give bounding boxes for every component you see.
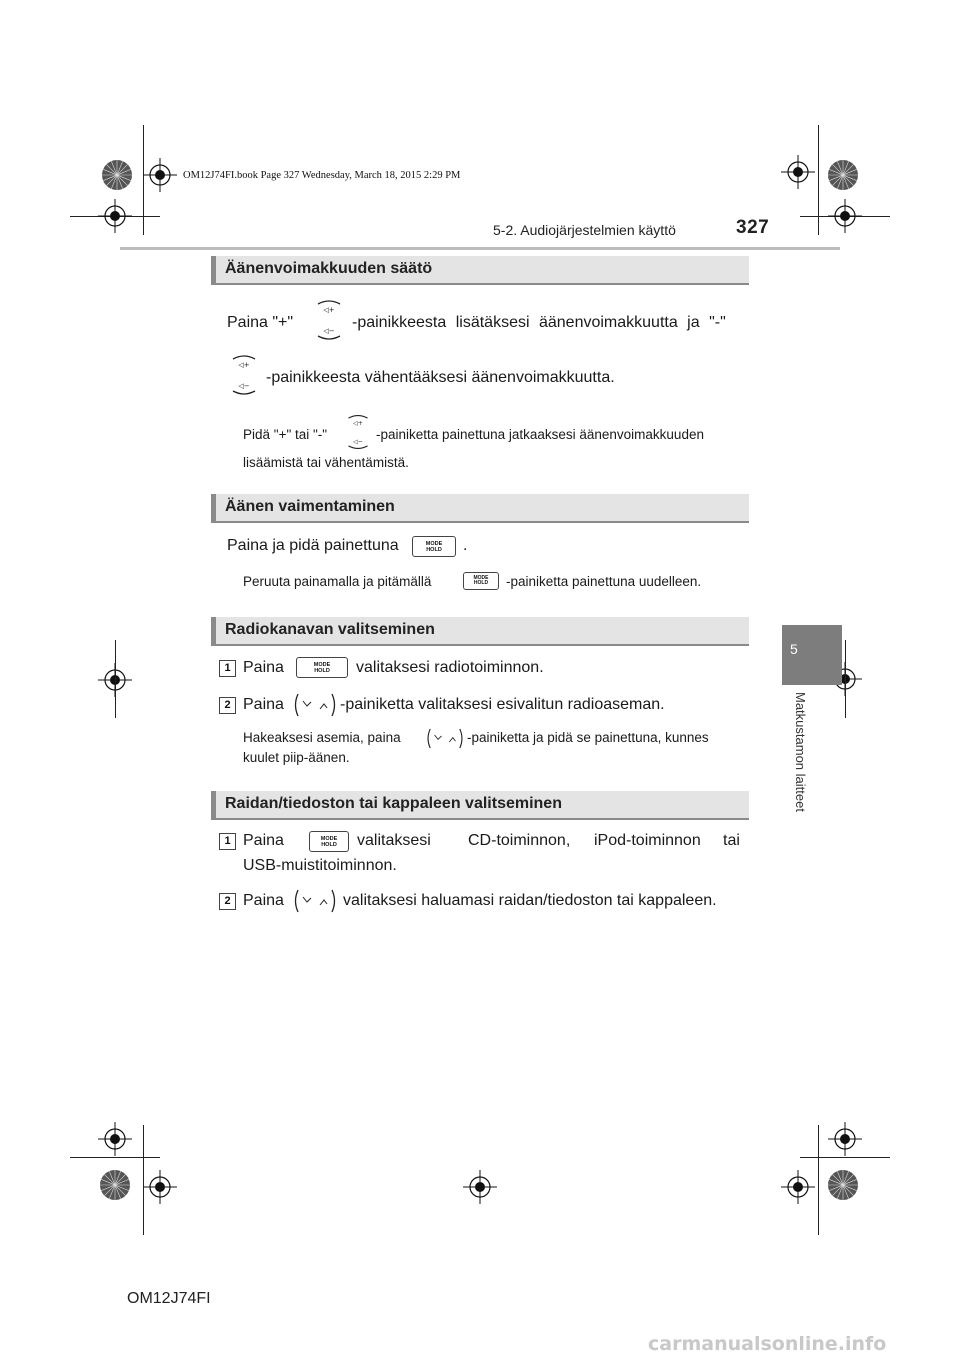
color-wheel-mark xyxy=(826,1168,860,1202)
body-text: Paina xyxy=(243,659,284,676)
body-text: Paina xyxy=(243,832,284,849)
body-text: Paina xyxy=(243,892,284,909)
crop-mark xyxy=(70,1157,160,1158)
registration-mark xyxy=(828,199,862,233)
button-label: MODE xyxy=(425,540,443,547)
body-text: -painiketta valitaksesi esivalitun radioaseman. xyxy=(340,696,665,713)
section-title: Radiokanavan valitseminen xyxy=(225,621,435,638)
crop-mark xyxy=(845,640,846,718)
button-label: MODE xyxy=(320,835,338,842)
mode-hold-button-icon xyxy=(309,831,349,852)
page-number: 327 xyxy=(736,217,770,238)
section-heading-volume xyxy=(211,256,749,285)
crop-mark xyxy=(818,1125,819,1235)
body-text: valitaksesi xyxy=(357,832,431,849)
note-text: -painiketta painettuna jatkaaksesi äänenvoimakkuuden xyxy=(376,427,704,442)
note-text: Peruuta painamalla ja pitämällä xyxy=(243,574,432,589)
body-text: Paina ja pidä painettuna xyxy=(227,537,399,554)
registration-mark xyxy=(781,155,815,189)
registration-mark xyxy=(143,1170,177,1204)
note-text: kuulet piip-äänen. xyxy=(243,750,350,765)
body-text: CD-toiminnon, xyxy=(468,832,571,849)
seek-button-icon xyxy=(292,692,338,718)
note-text: lisäämistä tai vähentämistä. xyxy=(243,455,409,470)
section-heading-track xyxy=(211,791,749,820)
button-label: HOLD xyxy=(314,667,330,674)
registration-mark xyxy=(98,1122,132,1156)
note-text: -painiketta painettuna uudelleen. xyxy=(506,574,702,589)
mode-hold-button-icon xyxy=(463,572,499,590)
section-title: Äänen vaimentaminen xyxy=(225,498,395,515)
button-label: MODE xyxy=(473,575,489,581)
seek-button-icon xyxy=(292,888,338,914)
volume-button-icon xyxy=(314,297,344,343)
body-text: . xyxy=(463,537,468,554)
section-heading-mute xyxy=(211,494,749,523)
body-text: Paina xyxy=(243,696,284,713)
watermark: carmanualsonline.info xyxy=(648,1333,887,1355)
body-text: USB-muistitoiminnon. xyxy=(243,857,397,874)
color-wheel-mark xyxy=(826,158,860,192)
print-info: OM12J74FI.book Page 327 Wednesday, March 18, 2015 2:29 PM xyxy=(183,170,461,181)
seek-button-icon xyxy=(425,727,465,750)
section-header: 5-2. Audiojärjestelmien käyttö xyxy=(493,222,676,238)
note-text: Pidä "+" tai "-" xyxy=(243,427,328,442)
body-text: valitaksesi radiotoiminnon. xyxy=(356,659,544,676)
note-text: -painiketta ja pidä se painettuna, kunnes xyxy=(467,730,709,745)
body-text: Paina "+" xyxy=(227,314,294,331)
body-text: iPod-toiminnon xyxy=(594,832,701,849)
chapter-label xyxy=(784,692,814,832)
mode-hold-button-icon xyxy=(412,536,456,557)
section-title: Äänenvoimakkuuden säätö xyxy=(225,260,433,277)
body-text: -painikkeesta vähentääksesi äänenvoimakkuutta. xyxy=(266,369,615,386)
volume-button-icon xyxy=(345,412,371,452)
chapter-label-text: Matkustamon laitteet xyxy=(793,692,808,812)
body-text: tai xyxy=(723,832,740,849)
registration-mark xyxy=(828,1122,862,1156)
registration-mark xyxy=(781,1170,815,1204)
button-label: HOLD xyxy=(426,546,442,553)
button-label: HOLD xyxy=(321,841,337,848)
body-text: valitaksesi haluamasi raidan/tiedoston tai kappaleen. xyxy=(343,892,717,909)
note-text: Hakeaksesi asemia, paina xyxy=(243,730,401,745)
step-number: 1 xyxy=(219,660,236,677)
body-text: -painikkeesta lisätäksesi äänenvoimakkuutta ja "-" xyxy=(352,314,726,331)
step-number: 2 xyxy=(219,893,236,910)
button-label: MODE xyxy=(313,661,331,668)
step-number: 2 xyxy=(219,697,236,714)
crop-mark xyxy=(800,1157,890,1158)
color-wheel-mark xyxy=(98,1168,132,1202)
document-code: OM12J74FI xyxy=(127,1290,211,1307)
volume-button-icon xyxy=(229,352,259,398)
section-heading-radio xyxy=(211,617,749,646)
mode-hold-button-icon xyxy=(296,657,348,678)
registration-mark xyxy=(98,199,132,233)
chapter-number: 5 xyxy=(790,641,798,657)
step-number: 1 xyxy=(219,833,236,850)
crop-mark xyxy=(818,125,819,235)
crop-mark xyxy=(115,640,116,718)
registration-mark xyxy=(143,158,177,192)
header-rule xyxy=(120,247,840,250)
registration-mark xyxy=(463,1170,497,1204)
button-label: HOLD xyxy=(473,580,489,586)
section-title: Raidan/tiedoston tai kappaleen valitseminen xyxy=(225,795,562,812)
color-wheel-mark xyxy=(100,158,134,192)
